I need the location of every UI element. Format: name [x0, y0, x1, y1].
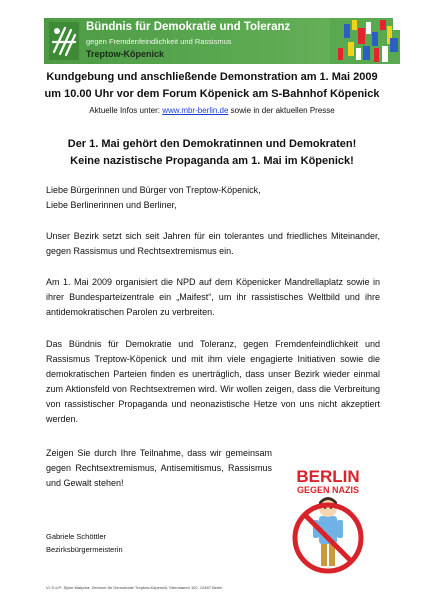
greeting [46, 183, 380, 213]
banner-title: Bündnis für Demokratie und Toleranz [86, 21, 291, 33]
footer-imprint: V.i.S.d.P.: Björn Malycha, Zentrum für Demokratie Treptow-Köpenick, Sterndamm 102, 12487 Berlin [46, 585, 223, 590]
info-link[interactable]: www.mbr-berlin.de [162, 106, 229, 115]
event-heading-line1: Kundgebung und anschließende Demonstration am 1. Mai 2009 [46, 71, 378, 83]
greeting-line1: Liebe Bürgerinnen und Bürger von Treptow-Köpenick, [46, 185, 261, 195]
info-prefix: Aktuelle Infos unter: [89, 106, 163, 115]
signature-name: Gabriele Schöttler [46, 532, 107, 541]
sticker-line1: BERLIN [296, 467, 360, 486]
slogan-line2: Keine nazistische Propaganda am 1. Mai im Köpenick! [70, 155, 354, 167]
paragraph-1 [46, 229, 380, 259]
paragraph-4-text: Zeigen Sie durch Ihre Teilnahme, dass wir gemeinsam gegen Rechtsextremismus, Antisemitismus, Rassismus und Gewalt stehen! [46, 448, 272, 488]
info-line [0, 106, 424, 115]
signature-block [46, 530, 123, 556]
color-mosaic-decoration [330, 18, 400, 64]
paragraph-2-text: Am 1. Mai 2009 organisiert die NPD auf dem Köpenicker Mandrellaplatz sowie in ihrer Bundesparteizentrale ein „Maifest“, um ihr rassistisches Weltbild und ihre antidemokratischen Parolen zu verbreiten. [46, 277, 380, 317]
slogan-line1: Der 1. Mai gehört den Demokratinnen und Demokraten! [67, 138, 357, 150]
info-suffix: sowie in der aktuellen Presse [228, 106, 335, 115]
paragraph-1-text: Unser Bezirk setzt sich seit Jahren für ein tolerantes und friedliches Miteinander, gegen Rassismus und Rechtsextremismus ein. [46, 231, 380, 256]
event-heading-line2: um 10.00 Uhr vor dem Forum Köpenick am S-Bahnhof Köpenick [44, 88, 380, 100]
banner-subtitle: gegen Fremdenfeindlichkeit und Rassismus [86, 37, 232, 46]
paragraph-3 [46, 337, 380, 427]
paragraph-4 [46, 446, 272, 491]
berlin-gegen-nazis-sticker [283, 466, 373, 586]
header-banner [44, 18, 400, 64]
paragraph-2 [46, 275, 380, 320]
greeting-line2: Liebe Berlinerinnen und Berliner, [46, 200, 177, 210]
signature-role: Bezirksbürgermeisterin [46, 545, 123, 554]
sticker-line2: GEGEN NAZIS [296, 485, 360, 495]
alliance-logo-icon [49, 22, 79, 60]
banner-district: Treptow-Köpenick [86, 49, 165, 59]
paragraph-3-text: Das Bündnis für Demokratie und Toleranz, gegen Fremdenfeindlichkeit und Rassismus Treptow-Köpenick und mit ihm viele engagierte Initiativen sowie die demokratischen Parteien finden es unerträglich, dass unser Bezirk wieder einmal zum Aktionsfeld von Rechtsextremen wird. Wir wollen zeigen, dass die Verbreitung von rassistischer Propaganda und neonazistische Hetze von uns nicht akzeptiert werden. [46, 339, 380, 424]
